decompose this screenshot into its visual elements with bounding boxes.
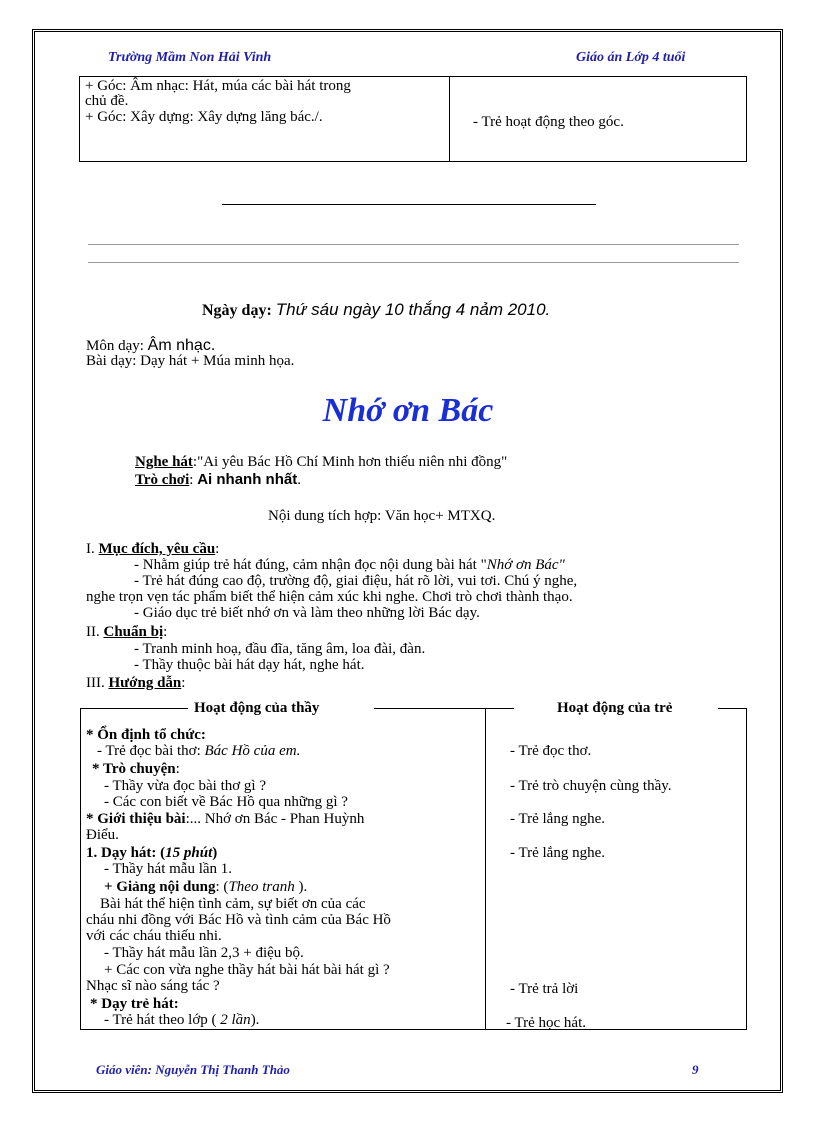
school-name: Trường Mầm Non Hải Vinh [108, 50, 272, 65]
section1-line-2: - Trẻ hát đúng cao độ, trường độ, giai điệu, hát rõ lời, vui tơi. Chú ý nghe, [134, 573, 578, 589]
section1-title: Mục đích, yêu cầu [98, 541, 216, 557]
top-table-divider [449, 76, 450, 162]
listen-value: :"Ai yêu Bác Hồ Chí Minh hơn thiếu niên nhi đồng" [192, 454, 508, 470]
content-rest: : ( [215, 879, 229, 895]
section3-num: III. [86, 675, 105, 691]
chat-line-1: - Thầy vừa đọc bài thơ gì ? [104, 778, 266, 794]
date-value: Thứ sáu ngày 10 thắng 4 nảm 2010. [275, 300, 551, 319]
top-left-line-3: + Góc: Xây dựng: Xây dựng lăng bác./. [85, 109, 323, 125]
section1-end: : [215, 541, 220, 557]
para-line-3: với các cháu thiếu nhi. [86, 928, 222, 944]
intro-title: * Giới thiệu bài [86, 811, 186, 827]
teach-line-1: - Thầy hát mẫu lần 1. [104, 861, 233, 877]
col-teacher-header: Hoạt động của thầy [194, 700, 320, 716]
listen-line [135, 455, 507, 470]
section2-heading [86, 625, 167, 640]
teach-title: 1. Dạy hát: ( [86, 845, 166, 861]
chat-heading [92, 762, 180, 777]
class-sing-end: ). [250, 1012, 260, 1028]
top-left-line-1: + Góc: Âm nhạc: Hát, múa các bài hát trong [85, 78, 351, 94]
teach-end: ) [212, 845, 218, 861]
section1-line-3: nghe trọn vẹn tác phẩm biết thể hiện cảm xúc khi nghe. Chơi trò chơi thành thạo. [86, 589, 573, 605]
content-line [104, 880, 307, 895]
activity-table-divider [485, 708, 486, 1030]
class-sing-times: 2 lần [220, 1012, 251, 1028]
child-response-4: - Trẻ lắng nghe. [510, 845, 605, 861]
listen-label: Nghe hát [135, 454, 193, 470]
content-title: + Giảng nội dung [104, 879, 216, 895]
teach-heading [86, 846, 217, 861]
class-sing-text: - Trẻ hát theo lớp ( [104, 1012, 221, 1028]
top-right-text: - Trẻ hoạt động theo góc. [473, 114, 624, 130]
stabilize-text: - Trẻ đọc bài thơ: [97, 743, 205, 759]
table-top-right [718, 708, 747, 709]
table-top-left-2 [374, 708, 514, 709]
section2-num: II. [86, 624, 100, 640]
subject-label: Môn dạy: [86, 338, 144, 354]
para-line-2: cháu nhi đồng với Bác Hồ và tình cảm của Bác Hồ [86, 912, 391, 928]
poem-title: Bác Hồ của em. [204, 743, 301, 759]
chat-line-2: - Các con biết về Bác Hồ qua những gì ? [104, 794, 348, 810]
section1-line-1 [134, 558, 565, 573]
top-left-line-2: chủ đề. [85, 93, 129, 109]
para-line-1: Bài hát thể hiện tình cảm, sự biết ơn của các [100, 896, 366, 912]
content-end: ). [294, 879, 308, 895]
col-child-header: Hoạt động của trẻ [557, 700, 673, 716]
section3-title: Hướng dẫn [108, 675, 182, 691]
chat-title: * Trò chuyện [92, 761, 176, 777]
subject-line [86, 338, 215, 354]
class-sing-line [104, 1013, 259, 1028]
page-number: 9 [692, 1062, 699, 1077]
game-label: Trò chơi [135, 472, 190, 488]
chat-end: : [175, 761, 180, 777]
footer-teacher: Giáo viên: Nguyễn Thị Thanh Thảo [96, 1062, 290, 1077]
lesson-label: Bài dạy: [86, 353, 137, 369]
stabilize-line [97, 744, 300, 759]
section1-line-1-text: - Nhằm giúp trẻ hát đúng, cảm nhận đọc nội dung bài hát " [134, 557, 487, 573]
divider-2 [88, 262, 739, 263]
section3-heading [86, 676, 185, 691]
table-top-left-1 [80, 708, 188, 709]
ask-line-1: + Các con vừa nghe thầy hát bài hát bài hát gì ? [104, 962, 390, 978]
divider-1 [88, 244, 739, 245]
section1-line-4: - Giáo dục trẻ biết nhớ ơn và làm theo những lời Bác dạy. [134, 605, 480, 621]
child-response-2: - Trẻ trò chuyện cùng thầy. [510, 778, 672, 794]
game-end: . [297, 472, 301, 488]
lesson-line [86, 354, 294, 369]
song-title: Nhớ ơn Bác [322, 392, 494, 429]
section2-line-2: - Thầy thuộc bài hát dạy hát, nghe hát. [134, 657, 365, 673]
section1-num: I. [86, 541, 95, 557]
section2-title: Chuẩn bị [103, 624, 164, 640]
child-response-1: - Trẻ đọc thơ. [510, 743, 592, 759]
plan-title: Giáo án Lớp 4 tuổi [576, 50, 686, 65]
teach-time: 15 phút [165, 845, 213, 861]
section2-end: : [163, 624, 168, 640]
intro-line [86, 812, 364, 827]
lesson-value: Dạy hát + Múa minh họa. [140, 353, 295, 369]
intro-rest: :... Nhớ ơn Bác - Phan Huỳnh [185, 811, 365, 827]
stabilize-heading: * Ổn định tổ chức: [86, 727, 206, 743]
game-line [135, 472, 301, 488]
kids-sing-heading: * Dạy trẻ hát: [90, 996, 179, 1012]
section1-heading [86, 542, 219, 557]
teach-line-2: - Thầy hát mẫu lần 2,3 + điệu bộ. [104, 945, 304, 961]
integration: Nội dung tích hợp: Văn học+ MTXQ. [268, 508, 496, 524]
child-response-3: - Trẻ lắng nghe. [510, 811, 605, 827]
short-divider [222, 204, 596, 205]
section3-end: : [181, 675, 186, 691]
subject-value: Âm nhạc. [147, 337, 216, 354]
section1-song-ref: Nhớ ơn Bác" [486, 557, 565, 573]
child-response-5: - Trẻ trả lời [510, 981, 579, 997]
content-pic: Theo tranh [228, 879, 295, 895]
child-response-6: - Trẻ học hát. [506, 1015, 586, 1031]
section2-line-1: - Tranh minh hoạ, đầu đĩa, tăng âm, loa đài, đàn. [134, 641, 426, 657]
game-sep: : [189, 472, 194, 488]
date-line [202, 300, 550, 320]
intro-line-2: Điểu. [86, 827, 119, 843]
game-value: Ai nhanh nhất [197, 471, 298, 488]
date-label: Ngày dạy: [202, 302, 272, 319]
ask-line-2: Nhạc sĩ nào sáng tác ? [86, 978, 220, 994]
